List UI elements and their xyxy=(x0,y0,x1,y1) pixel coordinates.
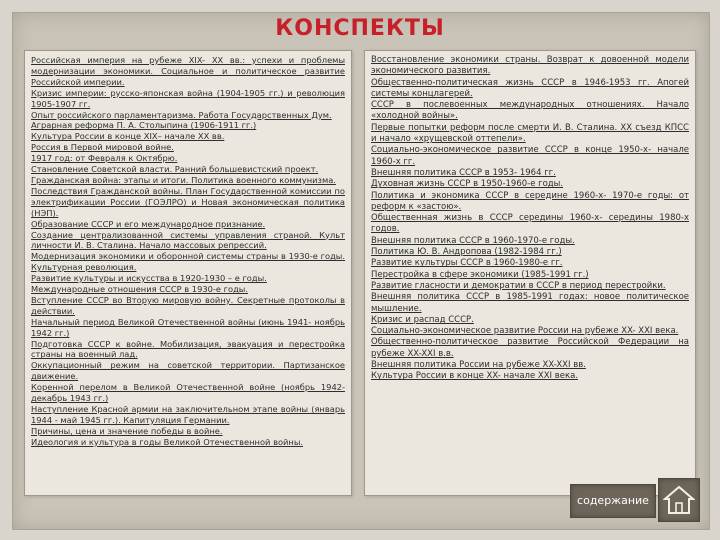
topic-link[interactable]: Коренной перелом в Великой Отечественной войне (ноябрь 1942- декабрь 1943 гг.) xyxy=(31,382,345,404)
topic-link[interactable]: Гражданская война: этапы и итоги. Политика военного коммунизма. xyxy=(31,174,336,185)
topic-link[interactable]: Кризис империи: русско-японская война (1904-1905 гг.) и революция 1905-1907 гг. xyxy=(31,87,345,109)
topic-link[interactable]: Социально-экономическое развитие России на рубеже XX- XXI века. xyxy=(371,326,679,337)
topic-link[interactable]: Общественно-политическое развитие Российской Федерации на рубеже XX-XXI в.в. xyxy=(371,337,689,359)
topic-link[interactable]: Восстановление экономики страны. Возврат к довоенной модели экономического развития. xyxy=(371,55,689,77)
topic-link[interactable]: Внешняя политика России на рубеже XX-XXI вв. xyxy=(371,360,586,371)
topic-link[interactable]: Российская империя на рубеже XIX- XX вв.: успехи и проблемы модернизации экономики. Социальное и политическое развитие Российской империи. xyxy=(31,55,345,87)
topics-column-left xyxy=(24,50,352,496)
topic-link[interactable]: Развитие гласности и демократии в СССР в период перестройки. xyxy=(371,280,666,291)
contents-button[interactable]: содержание xyxy=(570,484,656,518)
topic-link[interactable]: Политика Ю. В. Андропова (1982-1984 гг.) xyxy=(371,247,562,258)
topic-link[interactable]: Перестройка в сфере экономики (1985-1991 гг.) xyxy=(371,269,589,280)
topic-link[interactable]: Аграрная реформа П. А. Столыпина (1906-1911 гг.) xyxy=(31,120,257,131)
topic-link[interactable]: Внешняя политика СССР в 1953- 1964 гг. xyxy=(371,167,556,178)
topic-link[interactable]: Оккупационный режим на советской территории. Партизанское движение. xyxy=(31,360,345,382)
topic-link[interactable]: Образование СССР и его международное признание. xyxy=(31,218,266,229)
topic-link[interactable]: Кризис и распад СССР. xyxy=(371,314,474,325)
topic-link[interactable]: Духовная жизнь СССР в 1950-1960-е годы. xyxy=(371,179,564,190)
topic-link[interactable]: Общественно-политическая жизнь СССР в 1946-1953 гг. Апогей системы концлагерей. xyxy=(371,77,689,99)
topic-link[interactable]: Начальный период Великой Отечественной войны (июнь 1941- ноябрь 1942 гг.) xyxy=(31,316,345,338)
topic-link[interactable]: Внешняя политика СССР в 1985-1991 годах: новое политическое мышление. xyxy=(371,292,689,314)
topic-link[interactable]: Подготовка СССР к войне. Мобилизация, эвакуация и перестройка страны на военный лад. xyxy=(31,338,345,360)
topic-link[interactable]: 1917 год: от Февраля к Октябрю. xyxy=(31,153,178,164)
topic-link[interactable]: Причины, цена и значение победы в войне. xyxy=(31,425,223,436)
topic-link[interactable]: Внешняя политика СССР в 1960-1970-е годы. xyxy=(371,235,575,246)
topic-link[interactable]: Вступление СССР во Вторую мировую войну. Секретные протоколы в действии. xyxy=(31,294,345,316)
topic-link[interactable]: Опыт российского парламентаризма. Работа Государственных Дум. xyxy=(31,109,332,120)
topic-link[interactable]: Политика и экономика СССР в середине 1960-х- 1970-е годы: от реформ к «застою». xyxy=(371,190,689,212)
home-button[interactable] xyxy=(658,478,700,522)
topic-link[interactable]: Создание централизованной системы управления страной. Культ личности И. В. Сталина. Начало массовых репрессий. xyxy=(31,229,345,251)
topic-link[interactable]: Последствия Гражданской войны. План Государственной комиссии по электрификации России (ГОЭЛРО) и Новая экономическая политика (НЭП). xyxy=(31,185,345,218)
topic-link[interactable]: Модернизация экономики и оборонной системы страны в 1930-е годы. Культурная революция. xyxy=(31,251,345,273)
topic-link[interactable]: Первые попытки реформ после смерти И. В. Сталина. XX съезд КПСС и начало «хрущевской оттепели». xyxy=(371,122,689,145)
topic-link[interactable]: Социально-экономическое развитие СССР в конце 1950-х- начале 1960-х гг. xyxy=(371,145,689,167)
topic-link[interactable]: Становление Советской власти. Ранний большевистский проект. xyxy=(31,164,319,175)
topic-link[interactable]: Международные отношения СССР в 1930-е годы. xyxy=(31,284,248,295)
topic-link[interactable]: Развитие культуры и искусства в 1920-1930 – е годы. xyxy=(31,273,267,284)
topic-link[interactable]: Культура России в конце XX- начале XXI века. xyxy=(371,371,579,382)
home-icon xyxy=(663,484,695,516)
topic-link[interactable]: Развитие культуры СССР в 1960-1980-е гг. xyxy=(371,258,563,269)
topic-link[interactable]: Общественная жизнь в СССР середины 1960-х- середины 1980-х годов. xyxy=(371,213,689,235)
topic-link[interactable]: СССР в послевоенных международных отношениях. Начало «холодной войны». xyxy=(371,100,689,122)
topic-link[interactable]: Наступление Красной армии на заключительном этапе войны (январь 1944 - май 1945 гг.). Капитуляция Германии. xyxy=(31,404,345,425)
topics-column-right xyxy=(364,50,696,496)
topic-link[interactable]: Россия в Первой мировой войне. xyxy=(31,142,174,153)
topic-link[interactable]: Идеология и культура в годы Великой Отечественной войны. xyxy=(31,436,304,447)
topic-link[interactable]: Культура России в конце XIX– начале XX вв. xyxy=(31,131,225,142)
page-title: КОНСПЕКТЫ xyxy=(275,16,445,41)
